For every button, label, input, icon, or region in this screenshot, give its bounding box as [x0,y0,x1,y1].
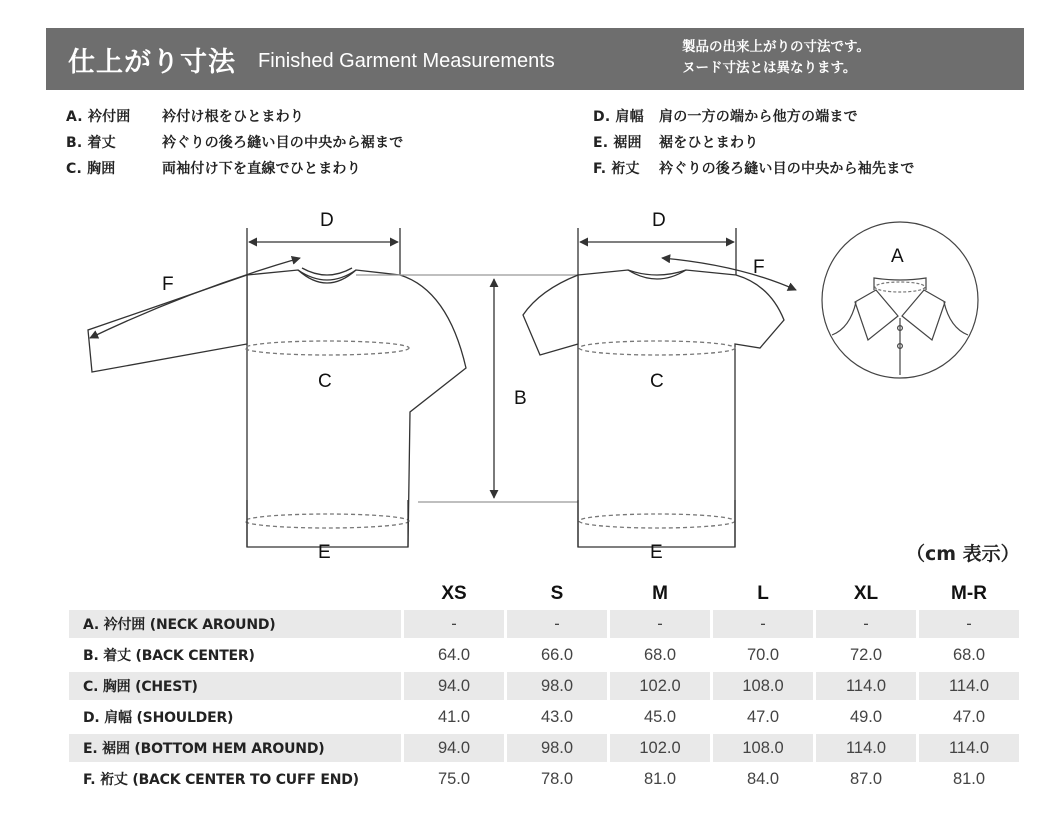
label-e-front: E [318,542,331,563]
table-cell: 108.0 [713,672,813,700]
header-note-line2: ヌード寸法とは異なります。 [682,60,857,76]
table-cell: 84.0 [746,769,780,788]
table-cell: 102.0 [610,734,710,762]
table-cell: 87.0 [849,769,883,788]
table-cell: 114.0 [919,672,1019,700]
table-header-row [69,581,1019,607]
table-row [69,672,1019,700]
legend-desc: 肩の一方の端から他方の端まで [659,109,858,125]
table-cell: - [507,610,607,638]
legend-code: C. 胸囲 [66,161,116,177]
table-cell: 47.0 [952,707,986,726]
table-cell: 102.0 [610,672,710,700]
row-label: A. 衿付囲 (NECK AROUND) [69,610,401,638]
table-cell: 68.0 [952,645,986,664]
size-header-xs: XS [441,583,467,604]
measurement-table [66,578,1022,796]
table-cell: 66.0 [540,645,574,664]
table-header-blank [69,581,401,607]
table-cell: 70.0 [746,645,780,664]
row-label: D. 肩幅 (SHOULDER) [83,710,234,726]
size-header-s: S [550,583,564,604]
table-cell: 41.0 [437,707,471,726]
legend-desc: 衿付け根をひとまわり [162,109,304,125]
table-cell: 108.0 [713,734,813,762]
size-header-m: M [652,583,668,604]
size-header-xl: XL [853,583,879,604]
table-cell: 94.0 [404,734,504,762]
table-cell: 75.0 [437,769,471,788]
table-cell: 81.0 [643,769,677,788]
legend-code: F. 裄丈 [593,161,640,177]
table-cell: 98.0 [507,734,607,762]
table-cell: - [816,610,916,638]
label-a-collar: A [891,246,904,267]
legend-code: D. 肩幅 [593,109,644,125]
row-label: B. 着丈 (BACK CENTER) [83,648,255,664]
table-cell: 114.0 [816,672,916,700]
label-c-front: C [318,371,332,392]
table-cell: 43.0 [540,707,574,726]
label-b: B [514,388,527,409]
table-cell: - [713,610,813,638]
header-title-jp: 仕上がり寸法 [68,47,236,78]
header-title-en: Finished Garment Measurements [258,50,555,72]
table-cell: 114.0 [816,734,916,762]
label-f-back: F [753,257,765,278]
legend-code: A. 衿付囲 [66,109,131,125]
legend-desc: 衿ぐりの後ろ縫い目の中央から袖先まで [659,161,915,177]
table-cell: - [610,610,710,638]
table-cell: 68.0 [643,645,677,664]
legend-desc: 裾をひとまわり [659,135,759,151]
legend-code: E. 裾囲 [593,135,642,151]
row-label: C. 胸囲 (CHEST) [69,672,401,700]
table-row [69,610,1019,638]
label-f-front: F [162,274,174,295]
table-cell: 94.0 [404,672,504,700]
table-cell: - [919,610,1019,638]
unit-note: （cm 表示） [906,543,1020,565]
table-cell: 81.0 [952,769,986,788]
label-d-front: D [320,210,334,231]
label-e-back: E [650,542,663,563]
table-cell: 49.0 [849,707,883,726]
row-label: F. 裄丈 (BACK CENTER TO CUFF END) [83,772,359,788]
garment-front [88,228,466,547]
label-c-back: C [650,371,664,392]
table-row [69,641,1019,669]
table-row [69,734,1019,762]
table-cell: 47.0 [746,707,780,726]
row-label: E. 裾囲 (BOTTOM HEM AROUND) [69,734,401,762]
header-note-line1: 製品の出来上がりの寸法です。 [682,39,870,55]
legend-desc: 両袖付け下を直線でひとまわり [162,161,361,177]
table-cell: 64.0 [437,645,471,664]
table-cell: 114.0 [919,734,1019,762]
table-row [69,703,1019,731]
table-cell: 72.0 [849,645,883,664]
table-cell: 45.0 [643,707,677,726]
table-cell: 78.0 [540,769,574,788]
label-d-back: D [652,210,666,231]
size-header-l: L [757,583,769,604]
legend-code: B. 着丈 [66,135,116,151]
table-cell: - [404,610,504,638]
legend-desc: 衿ぐりの後ろ縫い目の中央から裾まで [162,135,404,151]
table-cell: 98.0 [507,672,607,700]
table-row [69,765,1019,793]
size-header-m-r: M-R [951,583,987,604]
